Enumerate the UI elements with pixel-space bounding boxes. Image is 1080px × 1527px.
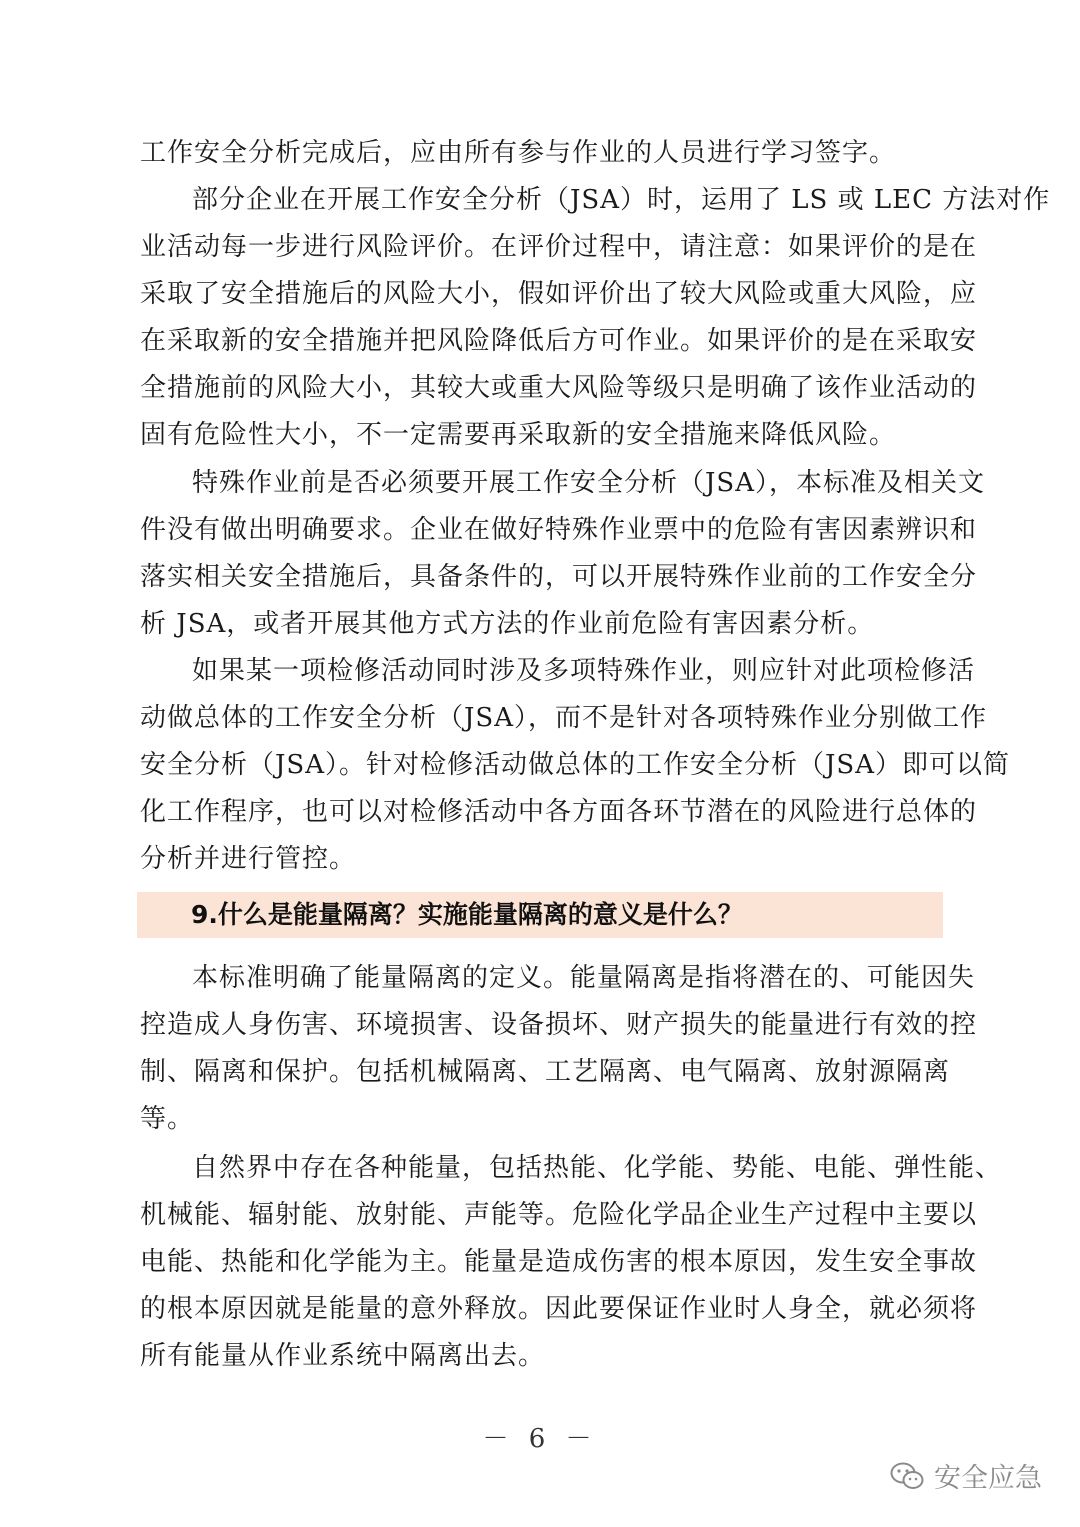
text-line: 析 JSA，或者开展其他方式方法的作业前危险有害因素分析。 — [140, 609, 875, 639]
section-heading-text: 9.什么是能量隔离？实施能量隔离的意义是什么？ — [191, 900, 743, 929]
text-line: 在采取新的安全措施并把风险降低后方可作业。如果评价的是在采取安 — [140, 326, 978, 356]
text-line: 制、隔离和保护。包括机械隔离、工艺隔离、电气隔离、放射源隔离 — [140, 1057, 951, 1087]
wechat-watermark — [890, 1456, 1042, 1495]
text-line: 等。 — [140, 1104, 195, 1134]
paragraph-continuation — [140, 130, 940, 177]
text-line: 化工作程序，也可以对检修活动中各方面各环节潜在的风险进行总体的 — [140, 797, 978, 827]
text-line: 安全分析（JSA）。针对检修活动做总体的工作安全分析（JSA）即可以简 — [140, 750, 1011, 780]
watermark-text: 安全应急 — [934, 1463, 1042, 1494]
paragraph-energy-isolation-definition — [140, 955, 978, 1143]
text-line: 所有能量从作业系统中隔离出去。 — [140, 1341, 546, 1371]
text-line: 的根本原因就是能量的意外释放。因此要保证作业时人身全，就必须将 — [140, 1294, 978, 1324]
paragraph-natural-energy — [140, 1145, 1003, 1380]
text-line: 部分企业在开展工作安全分析（JSA）时，运用了 LS 或 LEC 方法对作 — [192, 185, 1051, 215]
text-line: 控造成人身伤害、环境损害、设备损坏、财产损失的能量进行有效的控 — [140, 1010, 978, 1040]
text-line: 自然界中存在各种能量，包括热能、化学能、势能、电能、弹性能、 — [192, 1153, 1003, 1183]
text-line: 如果某一项检修活动同时涉及多项特殊作业，则应针对此项检修活 — [192, 656, 976, 686]
text-line: 业活动每一步进行风险评价。在评价过程中，请注意：如果评价的是在 — [140, 232, 978, 262]
page-number: － 6 － — [482, 1424, 598, 1454]
text-line: 机械能、辐射能、放射能、声能等。危险化学品企业生产过程中主要以 — [140, 1200, 978, 1230]
text-line: 电能、热能和化学能为主。能量是造成伤害的根本原因，发生安全事故 — [140, 1247, 978, 1277]
text-line: 固有危险性大小，不一定需要再采取新的安全措施来降低风险。 — [140, 420, 897, 450]
text-line: 落实相关安全措施后，具备条件的，可以开展特殊作业前的工作安全分 — [140, 562, 978, 592]
text-line: 工作安全分析完成后，应由所有参与作业的人员进行学习签字。 — [140, 138, 897, 168]
wechat-icon — [890, 1461, 924, 1491]
text-line: 件没有做出明确要求。企业在做好特殊作业票中的危险有害因素辨识和 — [140, 515, 978, 545]
paragraph-maintenance-activity — [140, 648, 1011, 883]
text-line: 采取了安全措施后的风险大小，假如评价出了较大风险或重大风险，应 — [140, 279, 978, 309]
paragraph-jsa-risk-evaluation — [140, 177, 1051, 459]
text-line: 分析并进行管控。 — [140, 844, 357, 874]
paragraph-special-work — [140, 460, 986, 648]
text-line: 特殊作业前是否必须要开展工作安全分析（JSA），本标准及相关文 — [192, 468, 986, 498]
text-line: 本标准明确了能量隔离的定义。能量隔离是指将潜在的、可能因失 — [192, 963, 976, 993]
section-heading — [137, 892, 943, 938]
text-line: 全措施前的风险大小，其较大或重大风险等级只是明确了该作业活动的 — [140, 373, 978, 403]
text-line: 动做总体的工作安全分析（JSA），而不是针对各项特殊作业分别做工作 — [140, 703, 988, 733]
